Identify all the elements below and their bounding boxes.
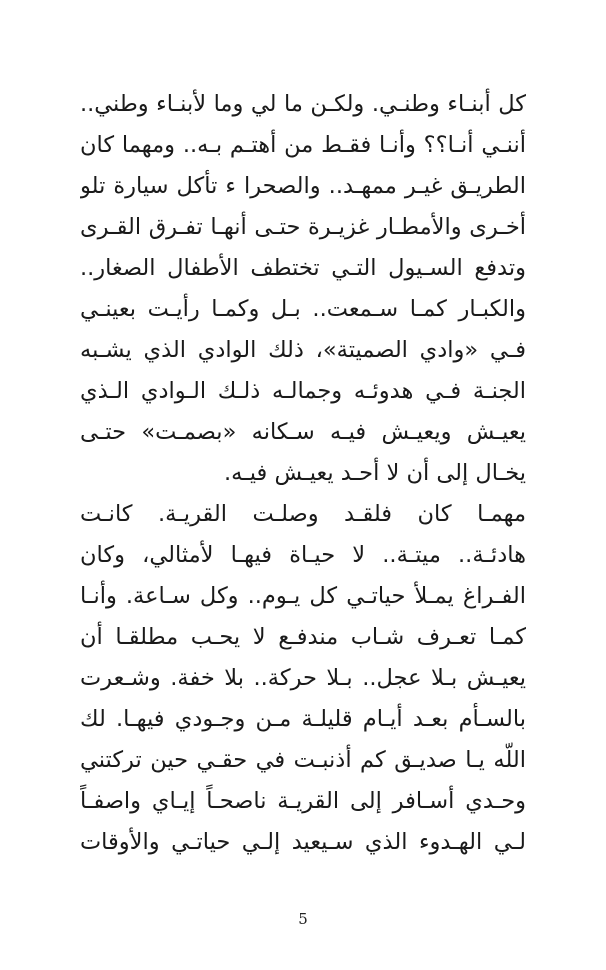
text-line: مهمـا كان فلقـد وصلـت القريـة. كانـت	[80, 501, 526, 527]
text-line: وتدفع السـيول التـي تختطف الأطفال الصغار..	[80, 255, 526, 281]
text-line: الفـراغ يمـلأ حياتـي كل يـوم.. وكل سـاعة. وأنـا	[80, 583, 526, 609]
paragraph-2	[80, 494, 526, 863]
text-line: هادئـة.. ميتـة.. لا حيـاة فيهـا لأمثالي، وكان	[80, 542, 526, 568]
text-line: كل أبنـاء وطنـي. ولكـن ما لي وما لأبنـاء وطني..	[80, 91, 526, 117]
text-line: يخـال إلى أن لا أحـد يعيـش فيـه.	[223, 460, 526, 486]
text-line: اللّه يـا صديـق كم أذنبـت في حقـي حين تركتني	[80, 747, 526, 773]
text-line: يعيـش بـلا عجل.. بـلا حركة.. بلا خفة. وشـعرت	[80, 665, 526, 691]
text-line: الطريـق غيـر ممهـد.. والصحرا ء تأكل سيارة تلو	[80, 173, 526, 199]
text-line: فـي «وادي الصميتة»، ذلك الوادي الذي يشـبه	[80, 337, 526, 363]
text-line: والكبـار كمـا سـمعت.. بـل وكمـا رأيـت بعينـي	[80, 296, 526, 322]
text-line: يعيـش ويعيـش فيـه سـكانه «بصمـت» حتـى	[80, 419, 526, 445]
text-line: أننـي أنـا؟؟ وأنـا فقـط من أهتـم بـه.. ومهما كان	[80, 132, 526, 158]
paragraph-1	[80, 84, 526, 494]
text-line: كمـا تعـرف شـاب مندفـع لا يحـب مطلقـا أن	[80, 624, 526, 650]
text-line: أخـرى والأمطـار غزيـرة حتـى أنهـا تفـرق القـرى	[80, 214, 526, 240]
text-line: الجنـة فـي هدوئـه وجمالـه ذلـك الـوادي الـذي	[80, 378, 526, 404]
page-number: 5	[298, 910, 308, 928]
text-line: وحـدي أسـافر إلى القريـة ناصحـاً إيـاي واصفـاً	[80, 788, 526, 814]
text-line: بالسـأم بعـد أيـام قليلـة مـن وجـودي فيهـا. لك	[80, 706, 526, 732]
text-line: لـي الهـدوء الذي سـيعيد إلـي حياتـي والأوقات	[80, 829, 526, 855]
